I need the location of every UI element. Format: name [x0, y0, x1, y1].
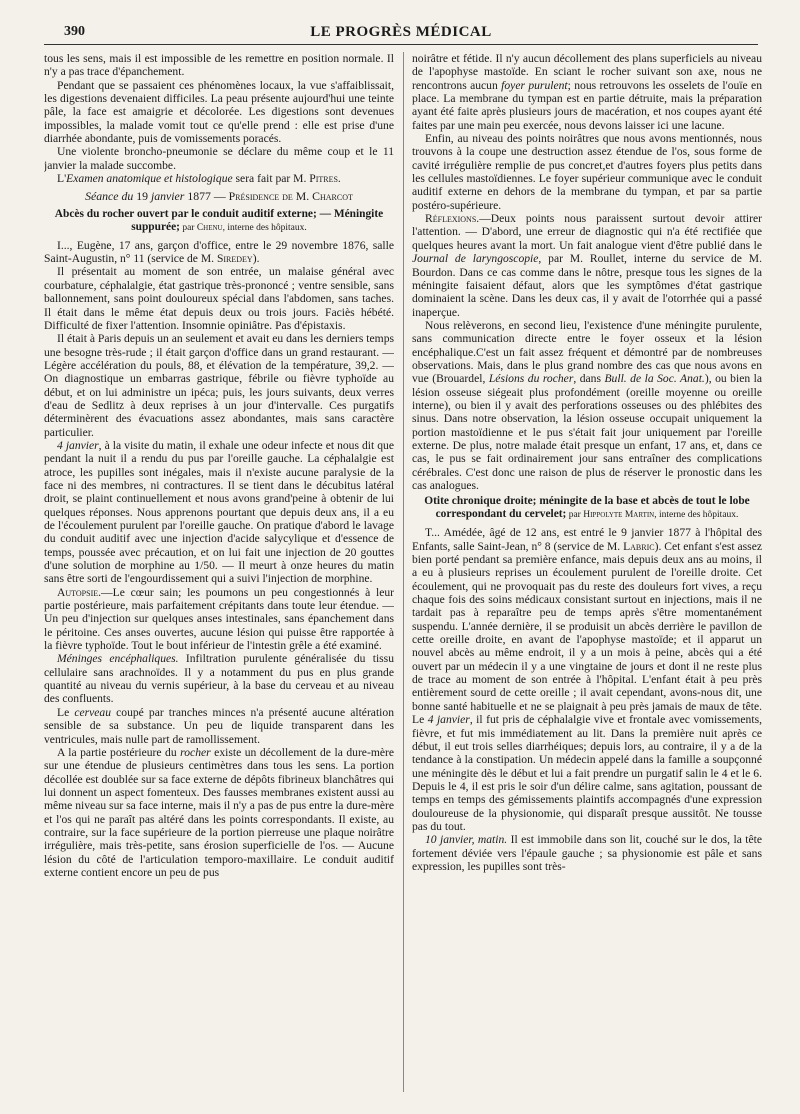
- text: Nous relèverons, en second lieu, l'existence d'une méningite purulente, sans communication directe entre le foyer osseux et la lésion encéphalique.C'est un fait assez fréquent et démontré par de nombreuses observations. Mais, dans le plus grand nombre des cas que nous avons en vue (Brouardel,: [412, 318, 762, 386]
- paragraph: Enfin, au niveau des points noirâtres que nous avons mentionnés, nous trouvons à la coupe une destruction assez étendue de l'os, sous forme de cavité irrégulière remplie de pus concret,et d'autres foyers plus petits dans les cellules mastoïdiennes. Le foyer supérieur communique avec le conduit auditif externe en dehors de la membrane du tympan, et par sa partie postéro-supérieure.: [412, 132, 762, 212]
- italic-text: Bull. de la Soc. Anat.: [604, 372, 705, 386]
- text: par: [566, 510, 584, 521]
- author-name: Labric: [623, 539, 655, 553]
- paragraph: [412, 833, 762, 873]
- text: I..., Eugène, 17 ans, garçon d'office, entre le 29 novembre 1876, salle Saint-Augustin, n° 11 (service de M.: [44, 238, 394, 266]
- paragraph: [412, 52, 762, 132]
- text: , il fut pris de céphalalgie vive et frontale avec vomissements, fièvre, et fut mis immédiatement au lit. Dans la première nuit après ce début, il eut trois selles diarrhéiques; depuis lors, au contraire, il y a de la tendance à la constipation. Un médecin appelé dans la famille a soupçonné une méningite dès le début et lui a fait prendre un purgatif salin le 4 et le 6. Depuis le 4, il est pris le soir d'un délire calme, sans agitation, poussant de temps en temps des gémissements plaintifs accompagnés d'une expression douloureuse de la physionomie, qui disparaît presque aussitôt. Ne tousse pas du tout.: [412, 713, 762, 833]
- paragraph: [412, 212, 762, 319]
- author-name: Chenu: [196, 222, 223, 233]
- text: 1877 —: [184, 189, 229, 204]
- paragraph: tous les sens, mais il est impossible de les remettre en position normale. Il n'y a pas trace d'épanchement.: [44, 52, 394, 79]
- text: sera fait par M.: [232, 172, 310, 186]
- italic-text: 4 janvier: [427, 713, 470, 727]
- text: —Le cœur sain; les poumons un peu congestionnés à leur partie postérieure, mais parfaitement crépitants dans toute leur étendue. — Un peu d'injection sur quelques anses intestinales, sans épanchement dans le péritoine. Ces anses ouvertes, aucune lésion qui puisse être rapportée à la fièvre typhoïde. Tout le bout inférieur de l'intestin grêle a été examiné.: [44, 585, 394, 653]
- paragraph: [44, 586, 394, 653]
- text: —Deux points nous paraissent surtout devoir attirer l'attention. — D'abord, une erreur de diagnostic qui n'a été rectifiée que quelques heures avant la mort. Un fait analogue vient d'être publié dans le: [412, 212, 762, 252]
- text: , par M. Roullet, interne du service de M. Bourdon. Dans ce cas comme dans le nôtre, presque tous les signes de la méningite faisaient défaut, alors que les symptômes d'état gastrique dominaient la scène. Dans les deux cas, il y avait de l'otorrhée qui a passé inaperçue.: [412, 252, 762, 319]
- paragraph: [44, 706, 394, 746]
- text: noirâtre et fétide. Il n'y aucun décollement des plans superficiels au niveau de l'apophyse mastoïde. En sciant le rocher suivant son axe, nous ne rencontrons aucun: [412, 52, 762, 92]
- text: ).: [252, 252, 260, 266]
- paragraph: [44, 652, 394, 705]
- text: , dans: [573, 372, 605, 386]
- paragraph: Une violente broncho-pneumonie se déclare du même coup et le 11 janvier la malade succombe.: [44, 145, 394, 172]
- presidency: Présidence de M. Charcot: [228, 189, 353, 204]
- paragraph: [44, 439, 394, 586]
- text: A la partie postérieure du: [57, 745, 181, 759]
- italic-text: Méninges encéphaliques.: [57, 652, 179, 666]
- text: Le: [57, 705, 75, 719]
- italic-text: cerveau: [74, 705, 112, 719]
- paragraph: [44, 239, 394, 266]
- right-column: [412, 52, 762, 1102]
- paragraph: Pendant que se passaient ces phénomènes locaux, la vue s'affaiblissait, les digestions devenaient difficiles. La peau présente aujourd'hui une teinte pâle, la face est amaigrie et décolorée. Les digestions sont devenues impossibles, la malade vomit tout ce qu'elle prend : elle est prise d'une diarrhée abondante, puis de vomissements poracés.: [44, 78, 394, 146]
- text: existe un décollement de la dure-mère sur une étendue de plusieurs centimètres dans tous les sens. La portion décollée est doublée sur sa face externe de dépôts fibrineux blanchâtres qui lui donnent un aspect fomenteux. Des fausses membranes existent aussi au même niveau sur sa face interne, mais il n'y a pas de pus entre la dure-mère et l'os qui ne paraît pas altéré dans les points correspondants. Il existe, au contraire, sur la face supérieure de la portion pierreuse une plaque noirâtre irrégulière, mais très-petite, sans érosion superficielle de l'os. — Aucune lésion du côté de l'articulation temporo-maxillaire. Le conduit auditif externe contient encore un peu de pus: [44, 745, 394, 879]
- article-heading: [44, 208, 394, 235]
- italic-text: foyer purulent: [501, 78, 568, 92]
- text: ). Cet enfant s'est assez bien porté pendant sa première enfance, mais depuis deux ans au moins, il a eu à plusieurs reprises un écoulement purulent de l'oreille droite. Cet écoulement, qui ne provoquait pas du reste des douleurs fort vives, a reçu chaque fois des soins médicaux consistant surtout en injections, mais il ne tardait pas à reparaître peu de temps après s'être momentanément suspendu. L'année dernière, il se produisit un abcès derrière le pavillon de cette oreille droite, en avant de l'apophyse mastoïde; et il apparut un nouvel abcès au même endroit, il y a un mois à peine, abcès qui a été ouvert par un médecin il y a une vingtaine de jours et dont il ne reste plus de trace au moment de son entrée à l'hôpital. L'enfant était à peu près entièrement sourd de cette oreille ; il avait cependant, avons-nous dit, une bonne santé habituelle et ne se plaignait à peu près jamais de maux de tête. Le: [412, 539, 762, 727]
- text: ), ou bien la lésion osseuse siégeait plus profondément (oreille moyenne ou oreille interne), ou bien il y avait des perforations osseuses ou des phlébites des sinus. Dans notre observation, la lésion osseuse occupait uniquement la portion mastoïdienne et le pus s'était fait jour uniquement par l'oreille externe. De plus, notre malade était presque un enfant, 17 ans, et, dans ce cas, le pus se fait ordinairement jour sans entraîner des complications cérébrales. C'est donc une raison de plus de réserver le pronostic dans les cas analogues.: [412, 372, 762, 492]
- author-role: , interne des hôpitaux.: [222, 222, 307, 233]
- text: , à la visite du matin, il exhale une odeur infecte et nous dit que pendant la nuit il a rendu du pus par l'oreille gauche. La céphalalgie est atroce, les pupilles sont inégales, mais il n'existe aucune paralysie de la face ni des membres, ni contractures. Il se tient dans le décubitus latéral droit, se plaint continuellement et nous avons grand'peine à obtenir de lui quelques réponses. Nous apprenons pourtant que depuis deux ans, il a eu de l'écoulement purulent par l'oreille gauche. On pratique d'abord le lavage du conduit auditif avec une injection d'acide salycylique et d'essence de temps, poussée avec précaution, et on lui fait une injection de 20 gouttes d'une solution de morphine au 1/50. — Il meurt à onze heures du matin sans être sorti de l'engourdissement qui a suivi l'injection de morphine.: [44, 438, 394, 586]
- text: L': [57, 172, 67, 186]
- section-label: Réflexions.: [425, 212, 480, 226]
- italic-text: Journal de laryngoscopie: [412, 252, 539, 266]
- italic-text: rocher: [180, 745, 211, 759]
- paragraph: [44, 746, 394, 879]
- text: 19: [133, 189, 151, 204]
- paragraph: Il était à Paris depuis un an seulement et avait eu dans les derniers temps une besogne très-rude ; il était garçon d'office dans un grand restaurant. — Légère accélération du pouls, 88, et élévation de la température, 39,2. — On diagnostique un embarras gastrique, fébrile ou fièvre typhoïde au début, et on lui administre un ipéca; puis, les jours suivants, deux verres d'eau de Sedlitz à deux reprises à un jour d'intervalle. Ces purgatifs déterminèrent des évacuations assez abondantes, mais sans caractère particulier.: [44, 332, 394, 439]
- section-label: Autopsie.: [57, 585, 102, 599]
- author-name: Siredey: [216, 252, 253, 266]
- text: par: [179, 222, 197, 233]
- text: Infiltration purulente généralisée du tissu cellulaire sans arachnoïdes. Il y a notamment du pus en plus grande quantité au niveau du vernis supérieur, à la base du cerveau et au niveau des confluents.: [44, 652, 394, 706]
- author-role: , interne des hôpitaux.: [654, 510, 739, 521]
- article-heading: [412, 495, 762, 522]
- italic-text: Examen anatomique et histologique: [66, 172, 233, 186]
- text: coupé par tranches minces n'a présenté aucune altération sensible de sa substance. Un peu de liquide transparent dans les ventricules, mais nulle part de ramollissement.: [44, 705, 394, 746]
- text: ; nous retrouvons les osselets de l'ouïe en place. La membrane du tympan est en partie détruite, mais la préparation ayant été faite après plusieurs jours de macération, et nos coupes ayant été faites par une main peu exercée, nous devons laisser ici une lacune.: [412, 78, 762, 132]
- left-column: [44, 52, 394, 1102]
- italic-text: 10 janvier, matin.: [425, 833, 508, 847]
- session-heading: [44, 190, 394, 203]
- paragraph: [412, 526, 762, 833]
- italic-text: 4 janvier: [57, 438, 99, 452]
- text: T... Amédée, âgé de 12 ans, est entré le 9 janvier 1877 à l'hôpital des Enfants, salle Saint-Jean, n° 8 (service de M.: [412, 526, 762, 553]
- running-header: [44, 22, 758, 45]
- article-title: Abcès du rocher ouvert par le conduit auditif externe; — Méningite suppurée;: [54, 207, 384, 233]
- paragraph: Il présentait au moment de son entrée, un malaise général avec courbature, céphalalgie, état gastrique très-prononcé ; ventre sensible, sans ballonnement, sans point douloureux spécial dans l'abdomen, sans taches. Il était dans le même état depuis deux ou trois jours. Faciès hébété. Difficulté de fixer l'attention. Insomnie opiniâtre. Pas d'épistaxis.: [44, 265, 394, 332]
- article-title: Otite chronique droite; méningite de la base et abcès de tout le lobe correspondant du cervelet;: [424, 495, 750, 521]
- paragraph: [44, 172, 394, 185]
- paragraph: [412, 319, 762, 492]
- text: Il est immobile dans son lit, couché sur le dos, la tête fortement déviée vers l'épaule gauche ; sa physionomie est pâle et sans expression, les pupilles sont très-: [412, 833, 762, 873]
- author-name: Hippolyte Martin: [583, 510, 655, 521]
- author-name: Pitres.: [309, 172, 341, 186]
- italic-text: Séance du: [85, 189, 134, 204]
- italic-text: janvier: [150, 189, 185, 204]
- italic-text: Lésions du rocher: [488, 372, 574, 386]
- page-number: 390: [64, 24, 85, 39]
- column-divider: [403, 52, 404, 1092]
- journal-title: LE PROGRÈS MÉDICAL: [310, 24, 492, 40]
